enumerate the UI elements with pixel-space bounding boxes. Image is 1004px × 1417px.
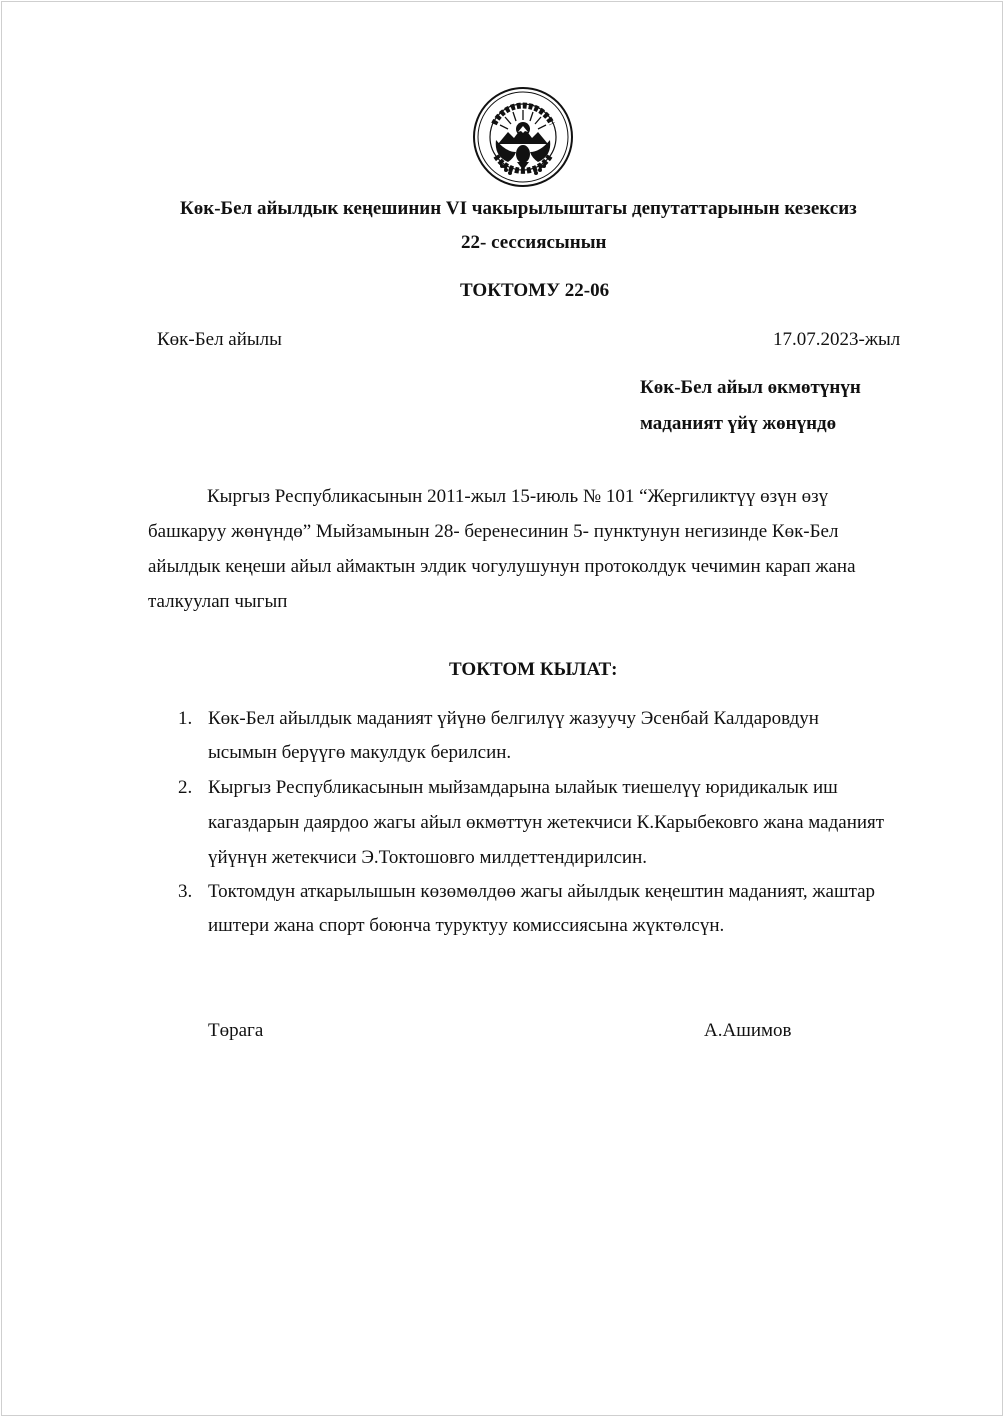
preamble-line-3: айылдык кеңеши айыл аймактын элдик чогулушунун протоколдук чечимин карап жана	[148, 556, 856, 577]
item-3-line-1: Токтомдун аткарылышын көзөмөлдөө жагы айылдык кеңештин маданият, жаштар	[208, 881, 876, 902]
preamble-line-1: Кыргыз Республикасынын 2011-жыл 15-июль № 101 “Жергиликтүү өзүн өзү	[207, 486, 829, 507]
item-1-line-1: Көк-Бел айылдык маданият үйүнө белгилүү жазуучу Эсенбай Калдаровдун	[208, 708, 819, 729]
resolves-heading: ТОКТОМ КЫЛАТ:	[449, 659, 618, 680]
document-page	[1, 1, 1003, 1416]
subject-line-2: маданият үйү жөнүндө	[640, 413, 837, 434]
item-2-line-1: Кыргыз Республикасынын мыйзамдарына ылайык тиешелүү юридикалык иш	[208, 777, 838, 798]
item-2-number: 2.	[178, 777, 193, 798]
subject-line-1: Көк-Бел айыл өкмөтүнүн	[640, 377, 861, 398]
item-1-line-2: ысымын берүүгө макулдук берилсин.	[208, 742, 512, 763]
item-2-line-2: кагаздарын даярдоо жагы айыл өкмөттун жетекчиси К.Карыбековго жана маданият	[208, 812, 885, 833]
date: 17.07.2023-жыл	[773, 329, 901, 350]
preamble-line-4: талкуулап чыгып	[148, 591, 288, 612]
place: Көк-Бел айылы	[157, 329, 282, 350]
document-title: ТОКТОМУ 22-06	[460, 280, 610, 301]
state-emblem	[472, 86, 574, 188]
signature-name: А.Ашимов	[704, 1020, 792, 1041]
item-2-line-3: үйүнүн жетекчиси Э.Токтошовго милдеттендирилсин.	[208, 847, 648, 868]
header-line-2: 22- сессиясынын	[461, 232, 607, 253]
item-3-line-2: иштери жана спорт боюнча туруктуу комиссиясына жүктөлсүн.	[208, 915, 725, 936]
signature-role: Төрага	[208, 1020, 264, 1041]
header-line-1: Көк-Бел айылдык кеңешинин VI чакырылыштагы депутаттарынын кезексиз	[180, 198, 857, 219]
emblem-icon	[472, 86, 574, 188]
item-1-number: 1.	[178, 708, 193, 729]
preamble-line-2: башкаруу жөнүндө” Мыйзамынын 28- беренесинин 5- пунктунун негизинде Көк-Бел	[148, 521, 839, 542]
item-3-number: 3.	[178, 881, 193, 902]
